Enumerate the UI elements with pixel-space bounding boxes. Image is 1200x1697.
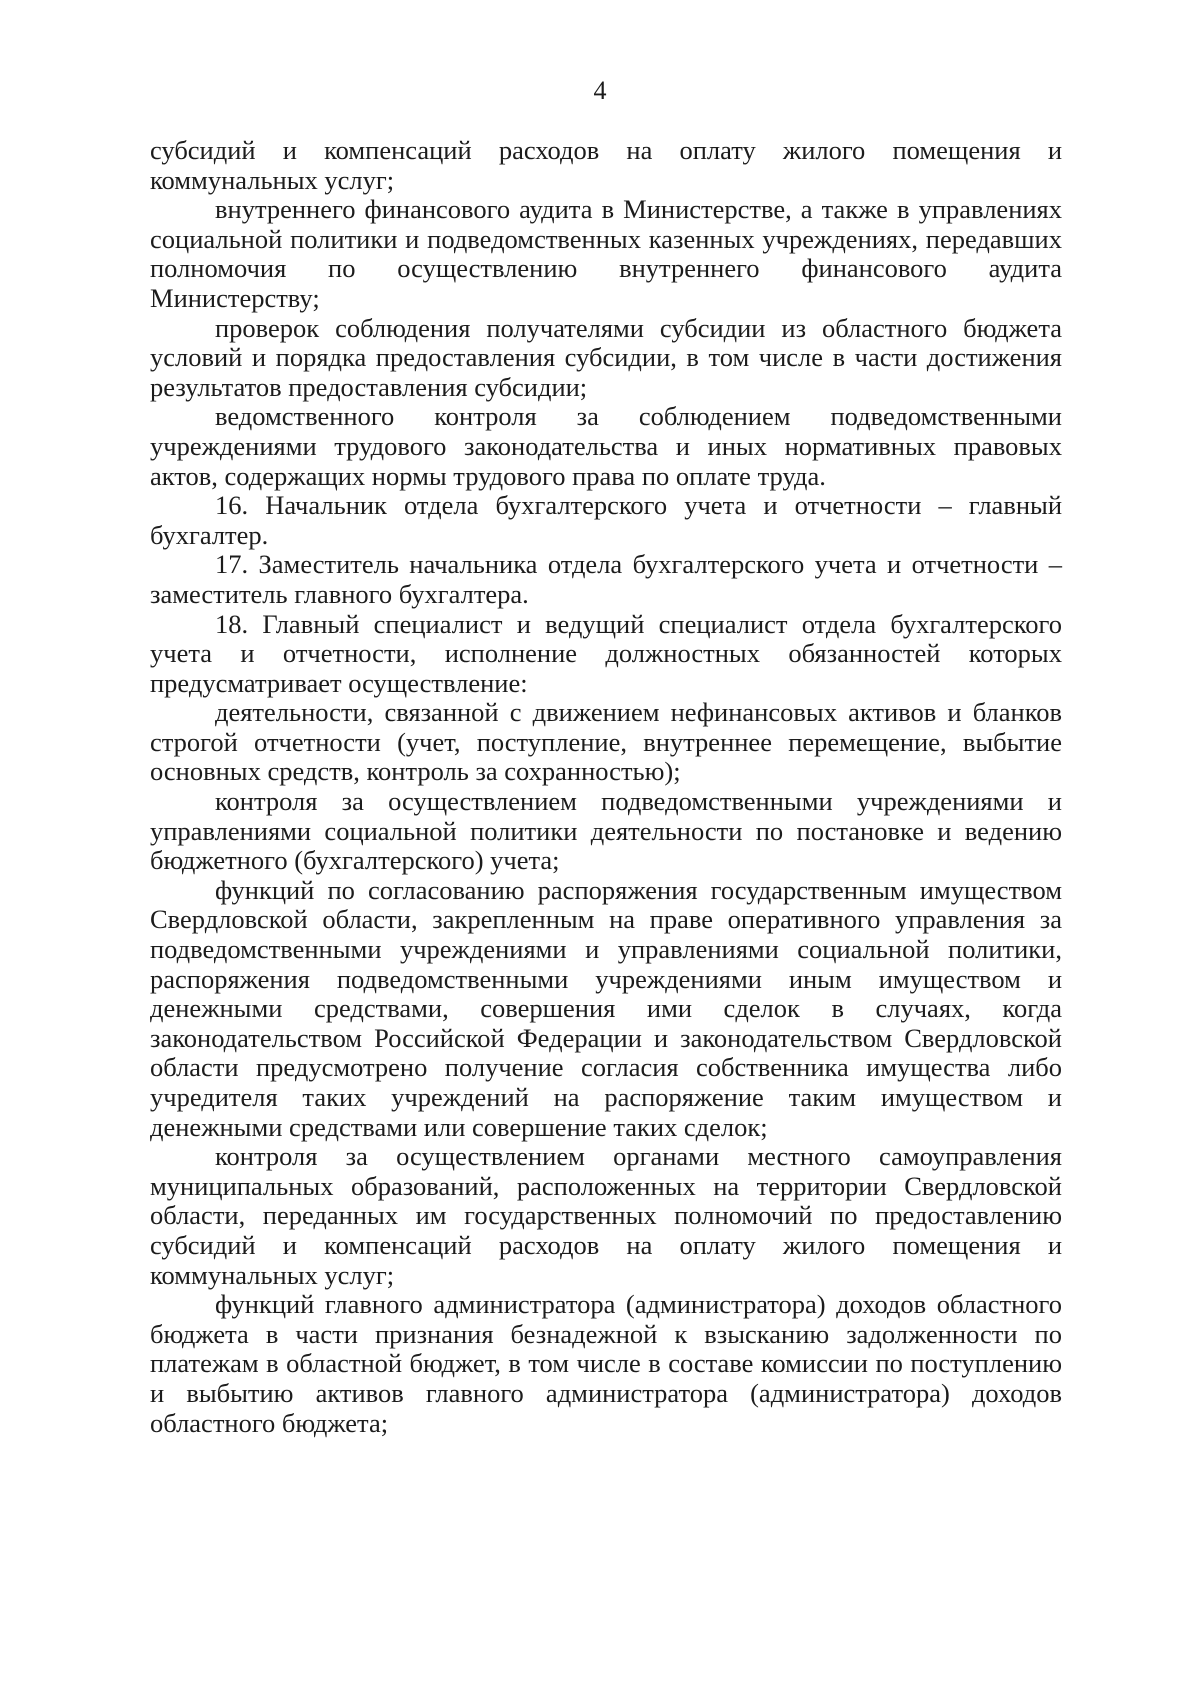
paragraph: субсидий и компенсаций расходов на оплату жилого помещения и коммунальных услуг; xyxy=(150,135,1062,195)
numbered-paragraph: 18. Главный специалист и ведущий специалист отдела бухгалтерского учета и отчетности, исполнение должностных обязанностей которых предусматривает осуществление: xyxy=(150,608,1062,698)
paragraph: деятельности, связанной с движением нефинансовых активов и бланков строгой отчетности (учет, поступление, внутреннее перемещение, выбытие основных средств, контроль за сохранностью); xyxy=(150,697,1062,787)
page-number: 4 xyxy=(593,76,607,105)
numbered-paragraph: 16. Начальник отдела бухгалтерского учета и отчетности – главный бухгалтер. xyxy=(150,490,1062,550)
paragraph: проверок соблюдения получателями субсидии из областного бюджета условий и порядка предоставления субсидии, в том числе в части достижения результатов предоставления субсидии; xyxy=(150,312,1062,402)
paragraph: функций по согласованию распоряжения государственным имуществом Свердловской области, закрепленным на праве оперативного управления за подведомственными учреждениями и управлениями социальной политики, распоряжения подведомственными учреждениями иным имуществом и денежными средствами, совершения ими сделок в случаях, когда законодательством Российской Федерации и законодательством Свердловской области предусмотрено получение согласия собственника имущества либо учредителя таких учреждений на распоряжение таким имуществом и денежными средствами или совершение таких сделок; xyxy=(150,874,1062,1142)
paragraph: контроля за осуществлением органами местного самоуправления муниципальных образований, расположенных на территории Свердловской области, переданных им государственных полномочий по предоставлению субсидий и компенсаций расходов на оплату жилого помещения и коммунальных услуг; xyxy=(150,1141,1062,1290)
document-body xyxy=(150,136,1062,1438)
paragraph: внутреннего финансового аудита в Министерстве, а также в управлениях социальной политики и подведомственных казенных учреждениях, передавших полномочия по осуществлению внутреннего финансового аудита Министерству; xyxy=(150,194,1062,313)
paragraph: функций главного администратора (администратора) доходов областного бюджета в части признания безнадежной к взысканию задолженности по платежам в областной бюджет, в том числе в составе комиссии по поступлению и выбытию активов главного администратора (администратора) доходов областного бюджета; xyxy=(150,1289,1062,1438)
numbered-paragraph: 17. Заместитель начальника отдела бухгалтерского учета и отчетности – заместитель главного бухгалтера. xyxy=(150,549,1062,609)
paragraph: контроля за осуществлением подведомственными учреждениями и управлениями социальной политики деятельности по постановке и ведению бюджетного (бухгалтерского) учета; xyxy=(150,786,1062,876)
paragraph: ведомственного контроля за соблюдением подведомственными учреждениями трудового законодательства и иных нормативных правовых актов, содержащих нормы трудового права по оплате труда. xyxy=(150,401,1062,491)
